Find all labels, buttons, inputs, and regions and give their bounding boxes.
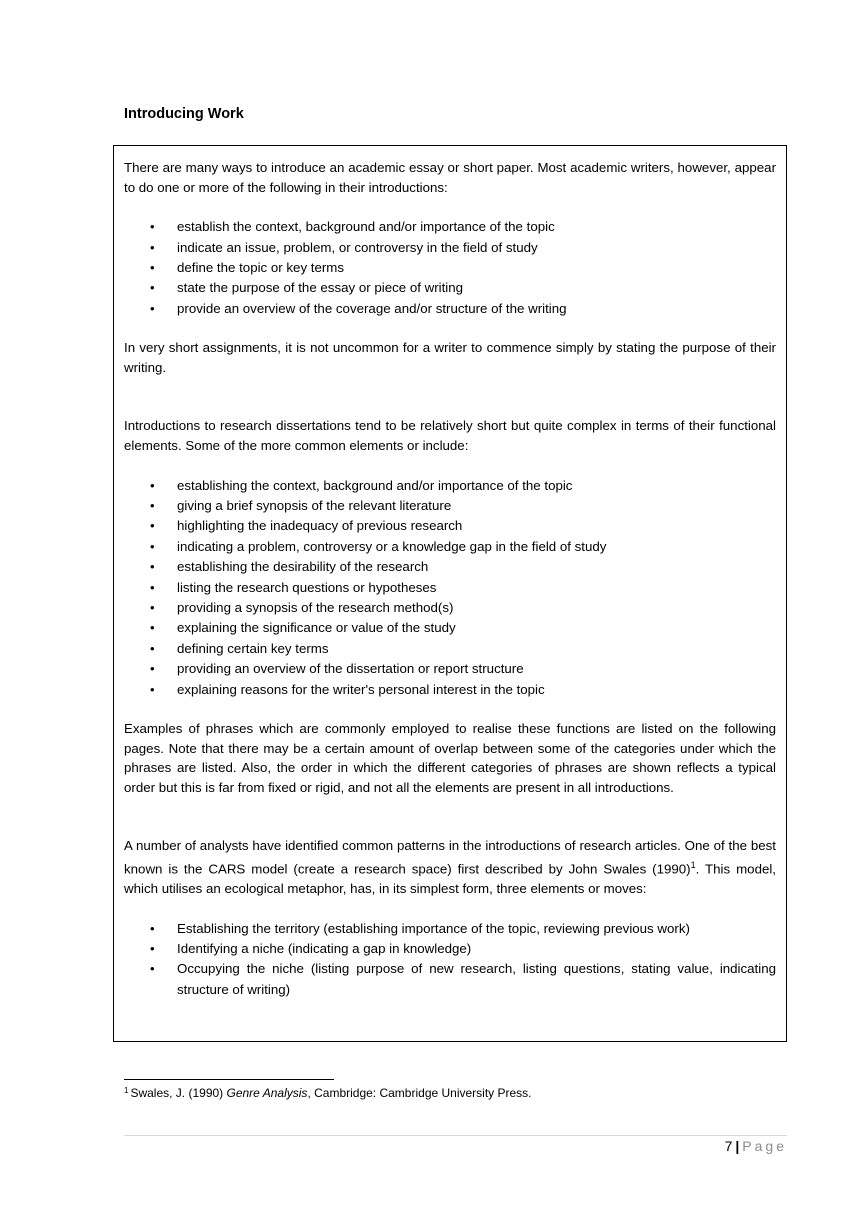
footnote-reference[interactable]: 1 — [690, 860, 696, 871]
bullet-icon: • — [150, 239, 155, 255]
section1-intro: There are many ways to introduce an academic essay or short paper. Most academic writers, however, appear to do one or more of the following in their introductions: — [124, 160, 776, 195]
list-item — [124, 217, 776, 237]
footer-rule — [124, 1135, 787, 1136]
bullet-icon: • — [150, 600, 155, 616]
bullet-icon: • — [150, 579, 155, 595]
list-item-text: indicating a problem, controversy or a knowledge gap in the field of study — [177, 538, 607, 554]
list-item — [124, 496, 776, 516]
footnote-text: Swales, J. (1990) — [130, 1086, 227, 1100]
bullet-icon: • — [150, 260, 155, 275]
list-item-text: defining certain key terms — [177, 640, 329, 656]
list-item — [124, 557, 776, 577]
list-item — [124, 537, 776, 557]
list-item — [124, 278, 776, 298]
section2-closing: Examples of phrases which are commonly employed to realise these functions are listed on the following pages. Note that there may be a certain amount of overlap between some of the categories under which the phrases are listed. Also, the order in which the different categories of phrases are shown reflects a typical order but this is far from fixed or rigid, and not all the elements are present in all introductions. — [124, 721, 776, 795]
list-item-text: Occupying the niche (listing purpose of new research, listing questions, stating value, indicating structure of writing) — [177, 961, 776, 997]
bullet-icon: • — [150, 538, 155, 554]
bullet-icon: • — [150, 620, 155, 636]
bullet-icon: • — [150, 498, 155, 513]
footnote-mark: 1 — [124, 1086, 129, 1095]
bullet-icon: • — [150, 661, 155, 677]
list-item-text: establishing the context, background and/or importance of the topic — [177, 477, 573, 493]
list-item-text: giving a brief synopsis of the relevant literature — [177, 498, 452, 513]
list-item-text: provide an overview of the coverage and/or structure of the writing — [177, 300, 567, 316]
page-number: 7 — [724, 1138, 733, 1154]
footnote-separator — [124, 1079, 334, 1080]
list-item — [124, 919, 776, 939]
bullet-icon: • — [150, 961, 155, 977]
list-item-text: providing a synopsis of the research method(s) — [177, 600, 454, 616]
list-item-text: Identifying a niche (indicating a gap in knowledge) — [177, 941, 472, 957]
list-item-text: explaining reasons for the writer's personal interest in the topic — [177, 681, 545, 697]
footer-separator: | — [735, 1138, 740, 1154]
list-item — [124, 659, 776, 679]
bullet-icon: • — [150, 941, 155, 957]
bullet-icon: • — [150, 280, 155, 296]
section1-list — [124, 217, 776, 319]
section3-intro-text-cont: . This model, which utilises an ecological metaphor, has, in its simplest form, three elements or moves: — [124, 861, 777, 897]
section3-list — [124, 919, 776, 1001]
list-item — [124, 680, 776, 700]
bullet-icon: • — [150, 518, 155, 534]
content-box — [113, 145, 787, 1042]
list-item — [124, 598, 776, 618]
list-item-text: explaining the significance or value of the study — [177, 620, 456, 636]
list-item — [124, 959, 776, 1000]
list-item — [124, 299, 776, 319]
list-item — [124, 578, 776, 598]
list-item — [124, 639, 776, 659]
list-item-text: indicate an issue, problem, or controversy in the field of study — [177, 239, 538, 255]
page-footer — [725, 1138, 787, 1154]
bullet-icon: • — [150, 681, 155, 697]
section2-list — [124, 476, 776, 700]
list-item — [124, 939, 776, 959]
list-item-text: listing the research questions or hypotheses — [177, 579, 437, 595]
section2-intro: Introductions to research dissertations tend to be relatively short but quite complex in terms of their functional elements. Some of the more common elements or include: — [124, 418, 776, 453]
footnote — [124, 1086, 532, 1100]
page-label: Page — [742, 1138, 787, 1154]
list-item — [124, 476, 776, 496]
section3-intro — [124, 836, 776, 898]
page-heading: Introducing Work — [124, 106, 244, 122]
list-item-text: establish the context, background and/or importance of the topic — [177, 219, 555, 235]
list-item-text: define the topic or key terms — [177, 260, 345, 275]
list-item — [124, 618, 776, 638]
list-item-text: highlighting the inadequacy of previous research — [177, 518, 463, 534]
list-item — [124, 238, 776, 258]
footnote-book-title: Genre Analysis — [226, 1086, 308, 1100]
bullet-icon: • — [150, 640, 155, 656]
list-item-text: state the purpose of the essay or piece of writing — [177, 280, 464, 296]
bullet-icon: • — [150, 300, 155, 316]
list-item — [124, 258, 776, 278]
list-item — [124, 516, 776, 536]
bullet-icon: • — [150, 219, 155, 235]
list-item-text: establishing the desirability of the research — [177, 559, 429, 575]
footnote-publisher: , Cambridge: Cambridge University Press. — [307, 1086, 532, 1100]
section1-closing: In very short assignments, it is not uncommon for a writer to commence simply by stating the purpose of their writing. — [124, 340, 776, 375]
list-item-text: Establishing the territory (establishing importance of the topic, reviewing previous work) — [177, 920, 690, 936]
section3-intro-text: A number of analysts have identified common patterns in the introductions of research articles. One of the best known is the CARS model (create a research space) first described by John Swales (1990) — [124, 838, 776, 877]
bullet-icon: • — [150, 477, 155, 493]
bullet-icon: • — [150, 920, 155, 936]
bullet-icon: • — [150, 559, 155, 575]
list-item-text: providing an overview of the dissertation or report structure — [177, 661, 524, 677]
